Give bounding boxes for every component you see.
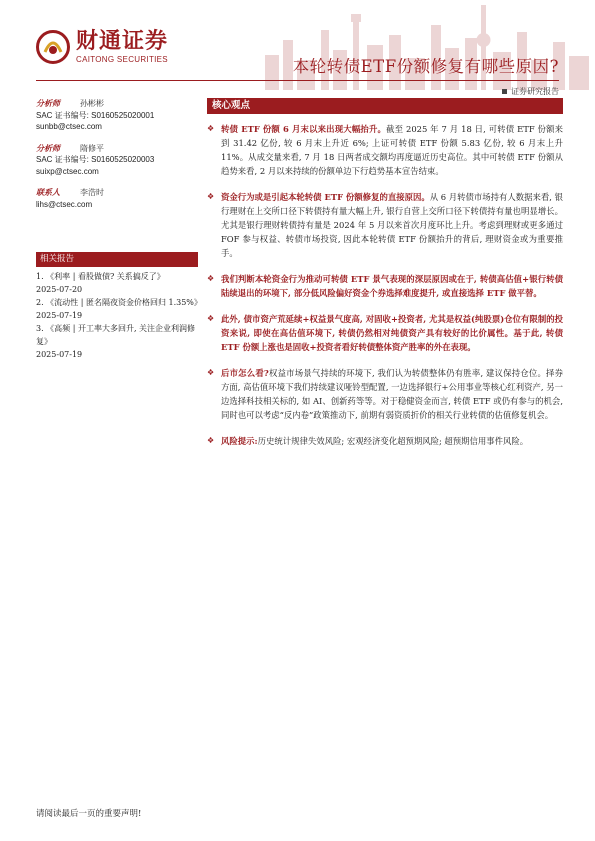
contact-name: 李浩时 — [80, 188, 104, 197]
brand-name-en: CAITONG SECURITIES — [76, 55, 168, 64]
analyst-email[interactable]: sunbb@ctsec.com — [36, 122, 102, 131]
core-views-heading: 核心观点 — [207, 98, 563, 114]
core-point — [207, 272, 563, 300]
analyst-role: 分析师 — [36, 142, 60, 153]
related-report-title[interactable]: 2. 《流动性 | 匿名隔夜资金价格回归 1.35%》 — [36, 298, 202, 307]
report-type-text: 证券研究报告 — [511, 87, 559, 96]
diamond-bullet-icon: ❖ — [207, 314, 215, 323]
point-text: 从 6 月转债市场持有人数据来看, 银行理财在上交所口径下转债持有量大幅上升, 银行自营上交所口径下转债持有量也明显增长。尤其是银行理财转债持有量是 2024 年 5 月以来首次月度环比上升。考虑到理财或更多通过 FOF 参与权益、转债市场投资, 因此本轮转债 ETF 份额抬升的背后, 理财资金或为重要推手。 — [221, 192, 563, 258]
related-reports-list — [36, 270, 202, 361]
contact-email[interactable]: lihs@ctsec.com — [36, 199, 93, 209]
disclaimer-note: 请阅读最后一页的重要声明! — [36, 809, 142, 819]
related-report-date: 2025-07-19 — [36, 350, 83, 359]
core-point — [207, 312, 563, 354]
contact-role: 联系人 — [36, 187, 60, 197]
report-type-label — [502, 86, 559, 97]
point-text: 截至 2025 年 7 月 18 日, 可转债 ETF 份额来到 31.42 亿份, 较 6 月末上升近 6%; 上证可转债 ETF 份额 5.83 亿份, 较 6 月末上升 11%。从成交量来看, 7 月 18 日两者成交额均再度逼近历史高位。其中可转债 ETF 份额从趋势来看, 2 月以来持续的份额单边下行趋势基本宣告结束。 — [221, 124, 563, 176]
core-point — [207, 190, 563, 260]
related-report-title[interactable]: 3. 《高频 | 开工率大多回升, 关注企业利润修复》 — [36, 324, 196, 346]
point-text: 历史统计规律失效风险; 宏观经济变化超预期风险; 超预期信用事件风险。 — [257, 436, 529, 446]
caitong-logo-icon — [36, 30, 70, 64]
square-bullet-icon — [502, 89, 507, 94]
point-lead: 后市怎么看? — [221, 368, 269, 378]
point-lead: 风险提示: — [221, 436, 258, 446]
analyst-sidebar — [36, 98, 198, 220]
analyst-name: 孙彬彬 — [80, 99, 104, 108]
related-report-date: 2025-07-20 — [36, 285, 83, 294]
diamond-bullet-icon: ❖ — [207, 274, 215, 283]
related-reports — [36, 252, 202, 361]
analyst-card — [36, 143, 198, 178]
core-point — [207, 366, 563, 422]
core-point — [207, 434, 563, 448]
contact-card — [36, 187, 198, 210]
diamond-bullet-icon: ❖ — [207, 368, 215, 377]
diamond-bullet-icon: ❖ — [207, 192, 215, 201]
diamond-bullet-icon: ❖ — [207, 124, 215, 133]
title-divider — [36, 80, 559, 81]
brand-name-cn: 财通证券 — [76, 29, 169, 54]
analyst-name: 隋修平 — [80, 143, 104, 153]
related-report-title[interactable]: 1. 《利率 | 看股做债? 关系搞反了》 — [36, 272, 165, 281]
related-report-date: 2025-07-19 — [36, 311, 83, 320]
point-lead: 转债 ETF 份额 6 月末以来出现大幅抬升。 — [221, 124, 387, 134]
diamond-bullet-icon: ❖ — [207, 436, 215, 445]
company-logo — [36, 30, 168, 64]
analyst-email[interactable]: suixp@ctsec.com — [36, 166, 99, 176]
core-views-section — [207, 98, 563, 448]
point-text: 权益市场景气持续的环境下, 我们认为转债整体仍有胜率, 建议保持仓位。择券方面, 高估值环境下我们持续建议哑铃型配置, 一边选择银行+公用事业等核心红利资产, 另一边选择科技相关标的, 如 AI、创新药等等。对于稳健资金而言, 转债 ETF 或仍有参与的机会, 同时也可以考虑“反内卷”政策推动下, 前期有弱资质折价的相关行业转债的估值修复机会。 — [221, 368, 563, 420]
analyst-role: 分析师 — [36, 98, 60, 108]
analyst-card — [36, 98, 198, 133]
related-reports-heading: 相关报告 — [36, 252, 198, 267]
point-text: 我们判断本轮资金行为推动可转债 ETF 景气表现的深层原因或在于, 转债高估值+银行转债陆续退出的环境下, 部分低风险偏好资金个券选择难度提升, 或直接选择 ETF 做平替。 — [221, 274, 563, 298]
point-lead: 资金行为或是引起本轮转债 ETF 份额修复的直接原因。 — [221, 192, 430, 202]
analyst-sac: SAC 证书编号: S0160525020001 — [36, 110, 155, 120]
page-title: 本轮转债ETF份额修复有哪些原因? — [292, 57, 559, 76]
core-point — [207, 122, 563, 178]
analyst-sac: SAC 证书编号: S0160525020003 — [36, 155, 155, 164]
point-text: 此外, 债市资产荒延续+权益景气度高, 对固收+投资者, 尤其是权益(纯股票)仓位有限制的投资来说, 即使在高估值环境下, 转债仍然相对纯债资产具有较好的比价属性。基于此, 转债 ETF 份额上涨也是固收+投资者看好转债整体资产胜率的外在表现。 — [221, 314, 563, 352]
report-header — [0, 0, 595, 106]
